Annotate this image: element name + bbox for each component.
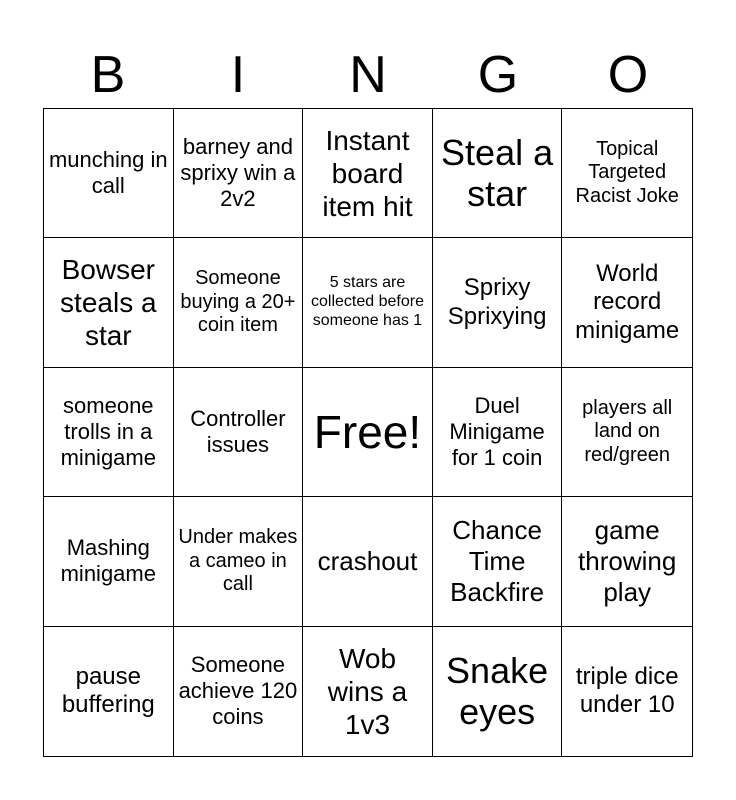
bingo-cell[interactable]: World record minigame xyxy=(562,238,692,367)
header-letter-b: B xyxy=(90,46,126,104)
bingo-cell[interactable]: Bowser steals a star xyxy=(44,238,174,367)
bingo-cell[interactable]: Snake eyes xyxy=(433,627,563,756)
bingo-cell[interactable]: barney and sprixy win a 2v2 xyxy=(174,109,304,238)
bingo-cell[interactable]: someone trolls in a minigame xyxy=(44,368,174,497)
bingo-cell[interactable]: Wob wins a 1v3 xyxy=(303,627,433,756)
bingo-cell[interactable]: 5 stars are collected before someone has 1 xyxy=(303,238,433,367)
bingo-cell[interactable]: Someone buying a 20+ coin item xyxy=(174,238,304,367)
header-letter-i: I xyxy=(230,46,246,104)
bingo-cell[interactable]: Topical Targeted Racist Joke xyxy=(562,109,692,238)
bingo-cell[interactable]: Under makes a cameo in call xyxy=(174,497,304,626)
header-letter-g: G xyxy=(477,46,519,104)
bingo-header xyxy=(43,40,693,108)
header-letter-o: O xyxy=(607,46,649,104)
bingo-cell[interactable]: Controller issues xyxy=(174,368,304,497)
bingo-cell[interactable]: Instant board item hit xyxy=(303,109,433,238)
bingo-cell[interactable]: Steal a star xyxy=(433,109,563,238)
bingo-cell[interactable]: Sprixy Sprixying xyxy=(433,238,563,367)
bingo-cell[interactable]: munching in call xyxy=(44,109,174,238)
bingo-cell[interactable]: Someone achieve 120 coins xyxy=(174,627,304,756)
bingo-cell[interactable]: Mashing minigame xyxy=(44,497,174,626)
bingo-cell[interactable]: game throwing play xyxy=(562,497,692,626)
free-space-cell[interactable]: Free! xyxy=(303,368,433,497)
bingo-cell[interactable]: Chance Time Backfire xyxy=(433,497,563,626)
bingo-cell[interactable]: triple dice under 10 xyxy=(575,662,679,719)
bingo-cell[interactable]: crashout xyxy=(303,497,433,626)
bingo-board xyxy=(43,108,693,757)
bingo-cell[interactable]: pause buffering xyxy=(44,627,174,756)
header-letter-n: N xyxy=(349,46,387,104)
bingo-cell[interactable]: players all land on red/green xyxy=(562,368,692,497)
bingo-cell[interactable]: Duel Minigame for 1 coin xyxy=(433,368,563,497)
